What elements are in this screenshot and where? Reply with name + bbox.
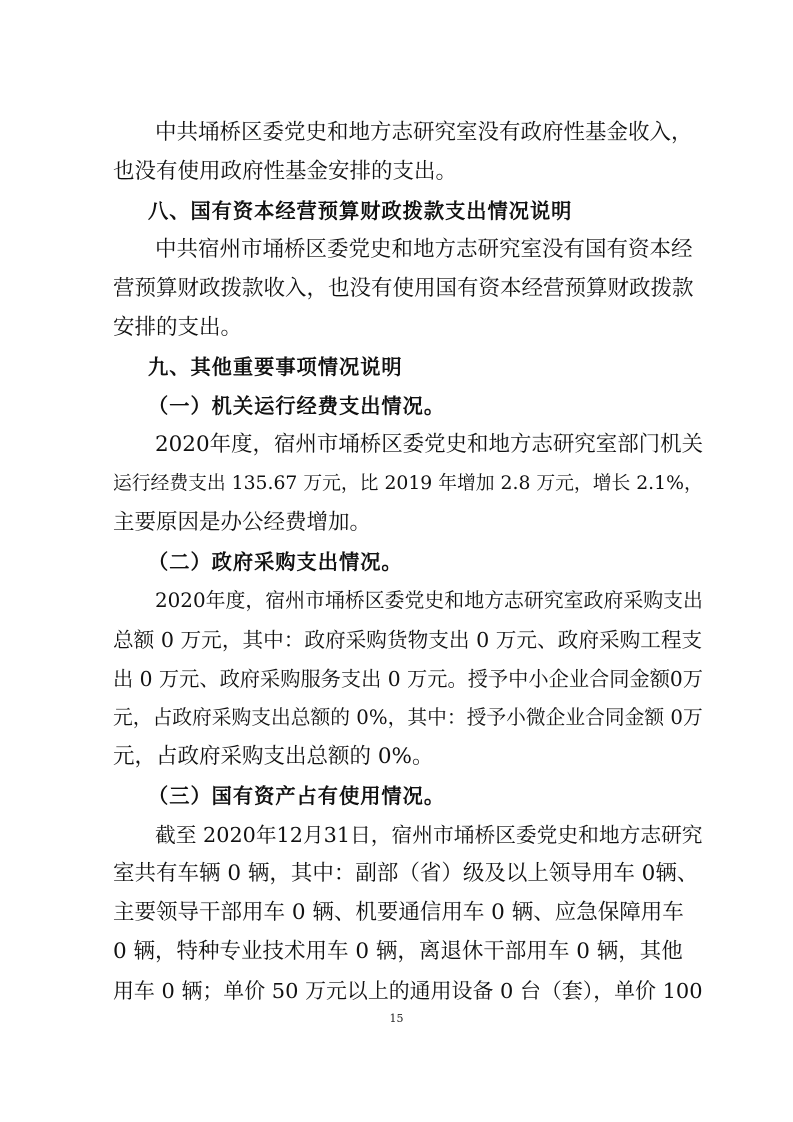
paragraph-line: 元，占政府采购支出总额的 0%，其中：授予小微企业合同金额 0万 (113, 706, 703, 729)
paragraph-line: 主要原因是办公经费增加。 (113, 510, 372, 535)
paragraph-line: 截至 2020年12月31日，宿州市埇桥区委党史和地方志研究 (155, 823, 703, 847)
paragraph-line: 主要领导干部用车 0 辆、机要通信用车 0 辆、应急保障用车 (113, 900, 684, 925)
subsection-heading: （三）国有资产占有使用情况。 (148, 784, 446, 808)
paragraph-line: 0 辆，特种专业技术用车 0 辆，离退休干部用车 0 辆，其他 (113, 939, 683, 964)
paragraph-line: 室共有车辆 0 辆，其中：副部（省）级及以上领导用车 0辆、 (113, 861, 699, 886)
paragraph-line: 中共宿州市埇桥区委党史和地方志研究室没有国有资本经 (155, 237, 693, 262)
subsection-heading: （一）机关运行经费支出情况。 (148, 394, 446, 418)
paragraph-line: 运行经费支出 135.67 万元，比 2019 年增加 2.8 万元，增长 2.1%， (113, 473, 703, 494)
paragraph-line: 2020年度，宿州市埇桥区委党史和地方志研究室政府采购支出 (155, 589, 703, 612)
page-number: 15 (389, 1012, 404, 1025)
paragraph-line: 用车 0 辆；单价 50 万元以上的通用设备 0 台（套），单价 100 (113, 979, 703, 1003)
paragraph-line: 总额 0 万元，其中：政府采购货物支出 0 万元、政府采购工程支 (113, 628, 703, 652)
subsection-heading: （二）政府采购支出情况。 (148, 550, 403, 574)
paragraph-line: 元，占政府采购支出总额的 0%。 (113, 744, 434, 769)
paragraph-line: 也没有使用政府性基金安排的支出。 (113, 159, 458, 184)
paragraph-line: 2020年度，宿州市埇桥区委党史和地方志研究室部门机关 (155, 432, 704, 457)
paragraph-line: 中共埇桥区委党史和地方志研究室没有政府性基金收入， (155, 120, 693, 145)
section-heading: 八、国有资本经营预算财政拨款支出情况说明 (148, 199, 573, 223)
paragraph-line: 营预算财政拨款收入，也没有使用国有资本经营预算财政拨款 (113, 276, 694, 301)
section-heading: 九、其他重要事项情况说明 (148, 355, 403, 379)
paragraph-line: 安排的支出。 (113, 315, 243, 340)
paragraph-line: 出 0 万元、政府采购服务支出 0 万元。授予中小企业合同金额0万 (113, 667, 703, 691)
